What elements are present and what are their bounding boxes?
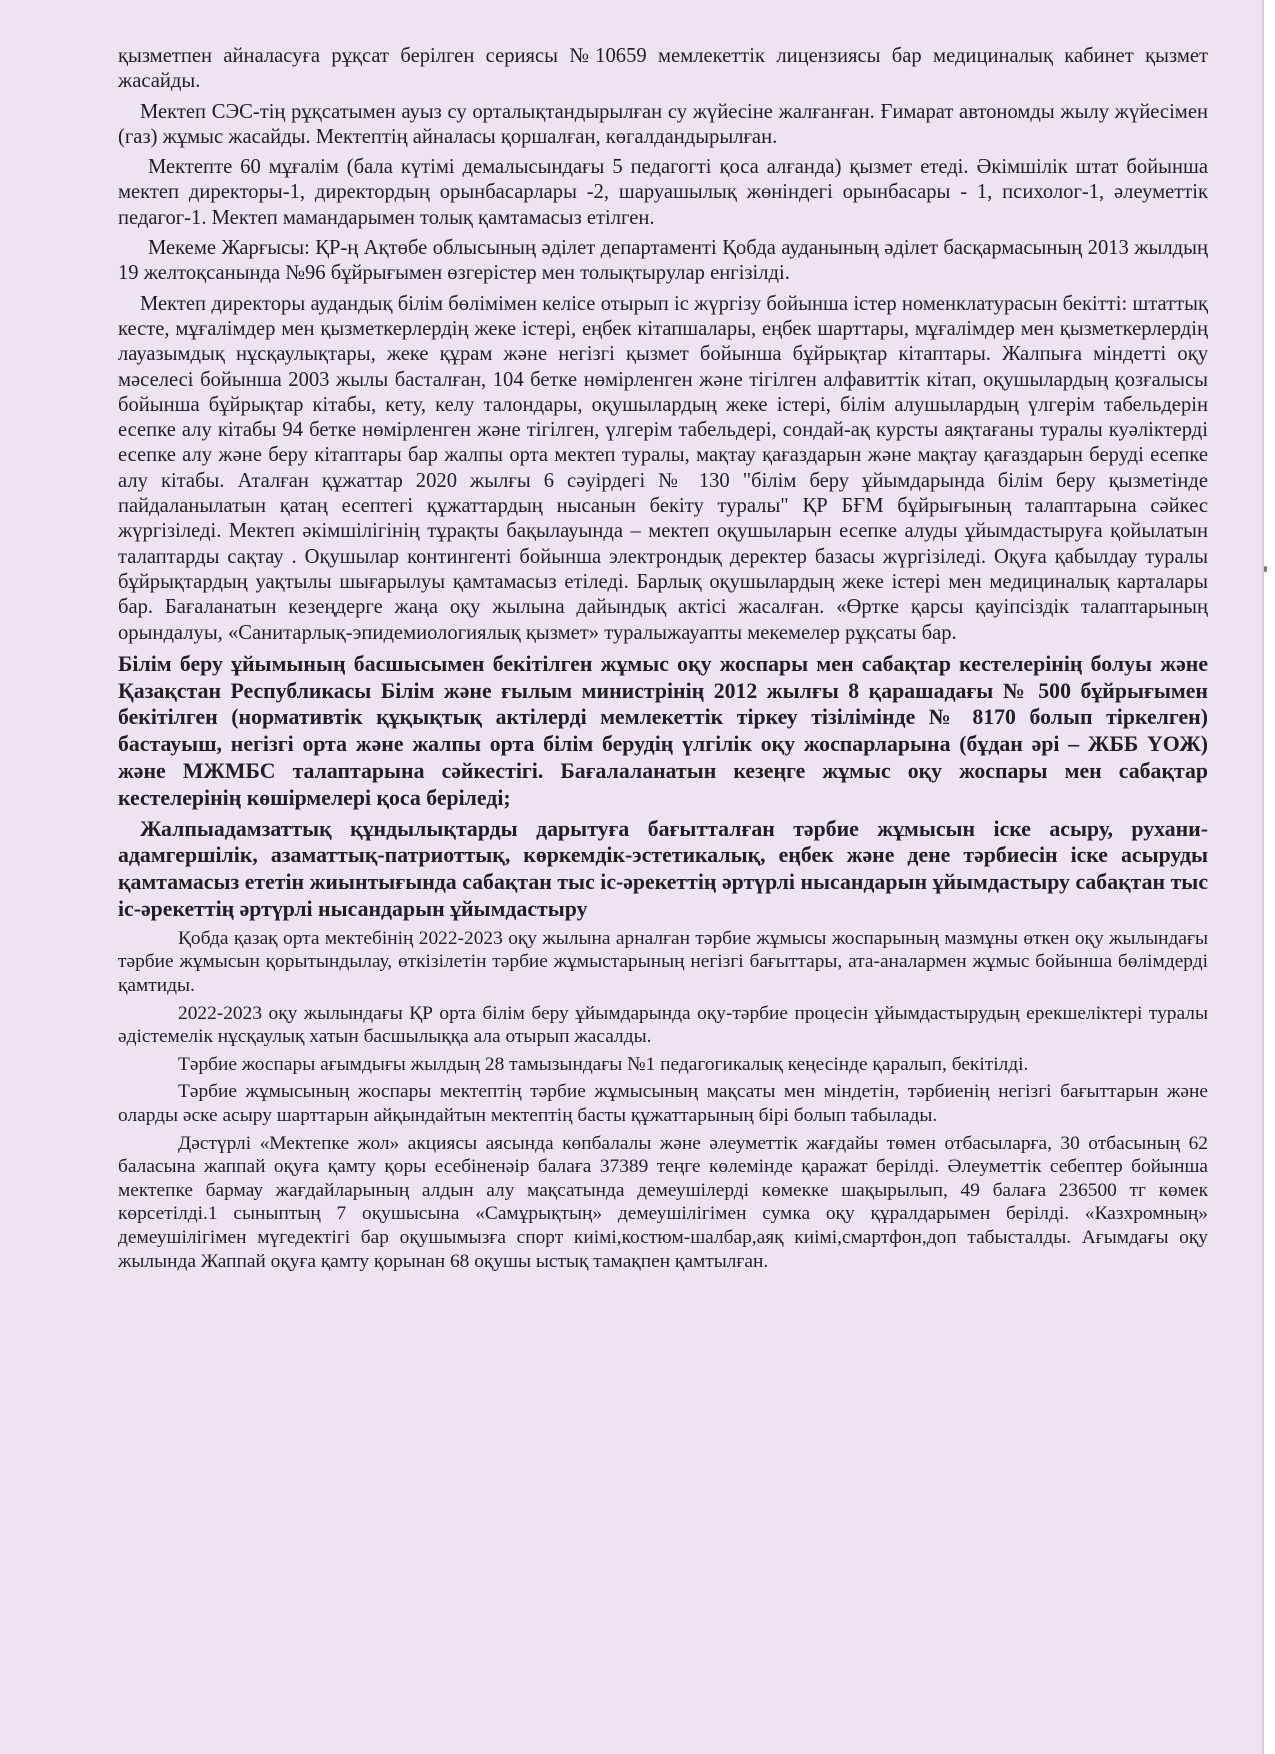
paragraph-plan-approval: Тәрбие жоспары ағымдығы жылдың 28 тамызындағы №1 педагогикалық кеңесінде қаралып, бекітілді. (178, 1053, 1029, 1075)
paragraph-plan-purpose: Тәрбие жұмысының жоспары мектептің тәрбие жұмысының мақсаты мен міндетін, тәрбиенің негізгі бағыттарын және оларды әске асыру шарттарын айқындайтын мектептің басты құжаттарының бірі болып табылады. (118, 1081, 1208, 1126)
paragraph-medical-license: қызметпен айналасуға рұқсат берілген сериясы №10659 мемлекеттік лицензиясы бар медициналық кабинет қызмет жасайды. (118, 45, 1208, 93)
paragraph-staff: Мектепте 60 мұғалім (бала күтімі демалысындағы 5 педагогті қоса алғанда) қызмет етеді. Әкімшілік штат бойынша мектеп директоры-1, директордың орынбасарлары -2, шаруашылық жөніндегі орынбасары - 1, психолог-1, әлеуметтік педагог-1. Мектеп мамандарымен толық қамтамасыз етілген. (118, 156, 1208, 229)
paragraph-water-heating: Мектеп СЭС-тің рұқсатымен ауыз су орталықтандырылған су жүйесіне жалғанған. Ғимарат автономды жылу жүйесімен (газ) жұмыс жасайды. Мектептің айналасы қоршалған, көгалдандырылған. (118, 100, 1208, 148)
scan-speck (1264, 566, 1267, 572)
document-body (118, 44, 1208, 1277)
paragraph-plan-content: Қобда қазақ орта мектебінің 2022-2023 оқу жылына арналған тәрбие жұмысы жоспарының мазмұны өткен оқу жылындағы тәрбие жұмысын қорытындылау, өткізілетін тәрбие жұмыстарының негізгі бағыттары, ата-аналармен жұмыс бойынша бөлімдерді қамтиды. (118, 927, 1208, 996)
paragraph-records: Мектеп директоры аудандық білім бөлімімен келісе отырып іс жүргізу бойынша істер номенклатурасын бекітті: штаттық кесте, мұғалімдер мен қызметкерлердің жеке істері, еңбек кітапшалары, еңбек шарттары, мұғалімдер мен қызметкерлердің лауазымдық нұсқаулықтары, жеке құрам және негізгі қызмет бойынша бұйрықтар кітаптары. Жалпыға міндетті оқу мәселесі бойынша 2003 жылы басталған, 104 бетке нөмірленген және тігілген алфавиттік кітап, оқушылардың қозғалысы бойынша бұйрықтар кітабы, кету, келу талондары, оқушылардың жеке істері, білім алушылардың үлгерім табельдерін есепке алу кітабы 94 бетке нөмірленген және тігілген, үлгерім табельдері, сондай-ақ курсты аяқтағаны туралы куәліктерді есепке алу және беру кітаптары бар жалпы орта мектеп туралы, мақтау қағаздарын және мақтау қағаздарын беруді есепке алу кітабы. Аталған құжаттар 2020 жылғы 6 сәуірдегі № 130 "білім беру ұйымдарында білім беру қызметінде пайдаланылатын қатаң есептегі құжаттардың нысанын бекіту туралы" ҚР БҒМ бұйрығының талаптарына сәйкес жүргізіледі. Мектеп әкімшілігінің тұрақты бақылауында – мектеп оқушыларын есепке алуды ұйымдастыруға қойылатын талаптарды сақтау . Оқушылар контингенті бойынша электрондық деректер базасы жүргізіледі. Оқуға қабылдау туралы бұйрықтардың уақтылы шығарылуы қамтамасыз етіледі. Барлық оқушылардың жеке істері мен медициналық карталары бар. Бағаланатын кезеңдерге жаңа оқу жылына дайындық актісі жасалған. «Өртке қарсы қауіпсіздік талаптарының орындалуы, «Санитарлық-эпидемиологиялық қызмет» туралыжауапты мекемелер рұқсаты бар. (118, 292, 1208, 644)
paragraph-charter: Мекеме Жарғысы: ҚР-ң Ақтөбе облысының әділет департаменті Қобда ауданының әділет басқармасының 2013 жылдың 19 желтоқсанында №96 бұйрығымен өзгерістер мен толықтырулар енгізілді. (118, 237, 1208, 285)
paragraph-methodical-letter: 2022-2023 оқу жылындағы ҚР орта білім беру ұйымдарында оқу-тәрбие процесін ұйымдастырудың ерекшеліктері туралы әдістемелік нұсқаулық хатын басшылыққа ала отырып жасалды. (118, 1002, 1208, 1048)
bold-paragraph-extracurricular: Жалпыадамзаттық құндылықтарды дарытуға бағытталған тәрбие жұмысын іске асыру, рухани-адамгершілік, азаматтық-патриоттық, көркемдік-эстетикалық, еңбек және дене тәрбиесін іске асыруды қамтамасыз ететін жиынтығында сабақтан тыс іс-әрекеттің әртүрлі нысандарын ұйымдастыру сабақтан тыс іс-әрекеттің әртүрлі нысандарын ұйымдастыру (118, 816, 1208, 921)
paragraph-road-to-school: Дәстүрлі «Мектепке жол» акциясы аясында көпбалалы және әлеуметтік жағдайы төмен отбасыларға, 30 отбасының 62 баласына жаппай оқуға қамту қоры есебіненәір балаға 37389 теңге көлемінде қаражат берілді. Әлеуметтік себептер бойынша мектепке бармау жағдайларының алдын алу мақсатында демеушілерді көмекке шақырылып, 49 балаға 236500 тг көмек көрсетілді.1 сыныптың 7 оқушысына «Самұрықтың» демеушілігімен сумка оқу құралдарымен берілді. «Казхромның» демеушілігімен мүгедектігі бар оқушымызға спорт киімі,костюм-шалбар,аяқ киімі,смартфон,доп табысталды. Ағымдағы оқу жылында Жаппай оқуға қамту қорынан 68 оқушы ыстық тамақпен қамтылған. (118, 1132, 1208, 1272)
bold-paragraph-curriculum: Білім беру ұйымының басшысымен бекітілген жұмыс оқу жоспары мен сабақтар кестелерінің болуы және Қазақстан Республикасы Білім және ғылым министрінің 2012 жылғы 8 қарашадағы № 500 бұйрығымен бекітілген (нормативтік құқықтық актілерді мемлекеттік тіркеу тізілімінде № 8170 болып тіркелген) бастауыш, негізгі орта және жалпы орта білім берудің үлгілік оқу жоспарларына (бұдан әрі – ЖББ ҮОЖ) және МЖМБС талаптарына сәйкестігі. Бағалаланатын кезеңге жұмыс оқу жоспары мен сабақтар кестелерінің көшірмелері қоса беріледі; (118, 651, 1208, 810)
